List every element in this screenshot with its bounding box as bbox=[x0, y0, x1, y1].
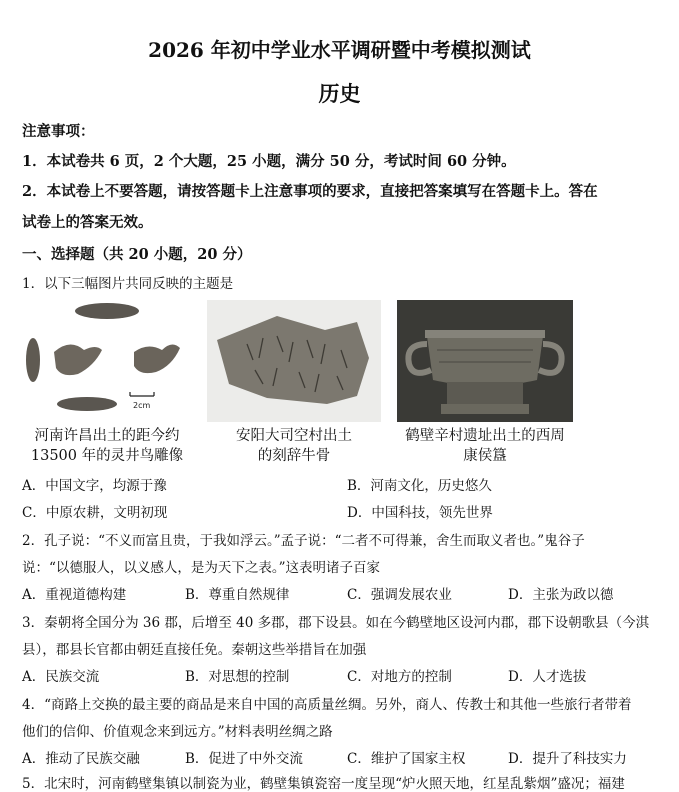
q3-option-c[interactable]: C．对地方的控制 bbox=[347, 669, 452, 685]
q2-option-d[interactable]: D．主张为政以德 bbox=[508, 587, 614, 603]
q4-stem-line2: 他们的信仰、价值观念来到远方。”材料表明丝绸之路 bbox=[22, 724, 333, 740]
subject-title: 历史 bbox=[318, 81, 361, 106]
caption-bronze-gui bbox=[397, 426, 573, 466]
note-item-1: 1．本试卷共 6 页，2 个大题，25 小题，满分 50 分，考试时间 60 分钟。 bbox=[22, 153, 516, 170]
caption-bird-carving-line2: 13500 年的灵井鸟雕像 bbox=[30, 448, 184, 464]
section-heading: 一、选择题（共 20 小题，20 分） bbox=[22, 246, 252, 263]
note-item-2-cont: 试卷上的答案无效。 bbox=[22, 214, 153, 231]
q3-option-b[interactable]: B．对思想的控制 bbox=[185, 669, 290, 685]
q4-option-b[interactable]: B．促进了中外交流 bbox=[185, 751, 303, 767]
q3-option-a[interactable]: A．民族交流 bbox=[22, 669, 100, 685]
q2-option-a[interactable]: A．重视道德构建 bbox=[22, 587, 127, 603]
q4-stem-line1: 4．“商路上交换的最主要的商品是来自中国的高质量丝绸。另外，商人、传教士和其他一些旅行者带着 bbox=[22, 697, 632, 713]
figure-bronze-gui bbox=[397, 300, 573, 422]
ox-bone-image bbox=[207, 300, 381, 422]
q1-option-c[interactable]: C．中原农耕，文明初现 bbox=[22, 505, 168, 521]
caption-ox-bone-line2: 的刻辞牛骨 bbox=[257, 448, 331, 464]
caption-bronze-gui-line2: 康侯簋 bbox=[463, 448, 507, 464]
q2-stem-line2: 说：“以德服人，以义感人，是为天下之表。”这表明诸子百家 bbox=[22, 560, 381, 576]
q4-option-a[interactable]: A．推动了民族交融 bbox=[22, 751, 140, 767]
caption-bronze-gui-line1: 鹤壁辛村遗址出土的西周 bbox=[405, 428, 565, 444]
q1-option-b[interactable]: B．河南文化，历史悠久 bbox=[347, 478, 492, 494]
q4-option-d[interactable]: D．提升了科技实力 bbox=[508, 751, 627, 767]
q2-option-c[interactable]: C．强调发展农业 bbox=[347, 587, 452, 603]
q2-option-b[interactable]: B．尊重自然规律 bbox=[185, 587, 290, 603]
caption-bird-carving bbox=[22, 426, 192, 466]
caption-ox-bone-line1: 安阳大司空村出土 bbox=[236, 428, 352, 444]
q1-option-d[interactable]: D．中国科技，领先世界 bbox=[347, 505, 493, 521]
figure-bird-carving bbox=[22, 300, 192, 422]
q3-stem-line1: 3．秦朝将全国分为 36 郡，后增至 40 多郡，郡下设县。如在今鹤壁地区设河内郡，郡下设朝歌县（今淇 bbox=[22, 615, 650, 631]
q4-option-c[interactable]: C．维护了国家主权 bbox=[347, 751, 466, 767]
bird-carving-image bbox=[22, 300, 192, 422]
exam-title: 2026 年初中学业水平调研暨中考模拟测试 bbox=[148, 38, 531, 62]
q1-option-a[interactable]: A．中国文字，均源于豫 bbox=[22, 478, 167, 494]
note-item-2: 2．本试卷上不要答题，请按答题卡上注意事项的要求，直接把答案填写在答题卡上。答在 bbox=[22, 183, 598, 200]
q1-stem: 1．以下三幅图片共同反映的主题是 bbox=[22, 276, 234, 292]
q3-stem-line2: 县），郡县长官都由朝廷直接任免。秦朝这些举措旨在加强 bbox=[22, 642, 367, 658]
scale-label: 2cm bbox=[133, 401, 151, 410]
caption-ox-bone bbox=[207, 426, 381, 466]
q5-stem-line1: 5．北宋时，河南鹤壁集镇以制瓷为业，鹤壁集镇瓷窑一度呈现“炉火照天地，红星乱紫烟”盛况；福建 bbox=[22, 776, 625, 792]
caption-bird-carving-line1: 河南许昌出土的距今约 bbox=[34, 428, 180, 444]
figure-ox-bone bbox=[207, 300, 381, 422]
notes-heading: 注意事项： bbox=[22, 123, 95, 140]
q2-stem-line1: 2．孔子说：“不义而富且贵，于我如浮云。”孟子说：“二者不可得兼，舍生而取义者也。”鬼谷子 bbox=[22, 533, 585, 549]
bronze-gui-image bbox=[397, 300, 573, 422]
q3-option-d[interactable]: D．人才选拔 bbox=[508, 669, 587, 685]
